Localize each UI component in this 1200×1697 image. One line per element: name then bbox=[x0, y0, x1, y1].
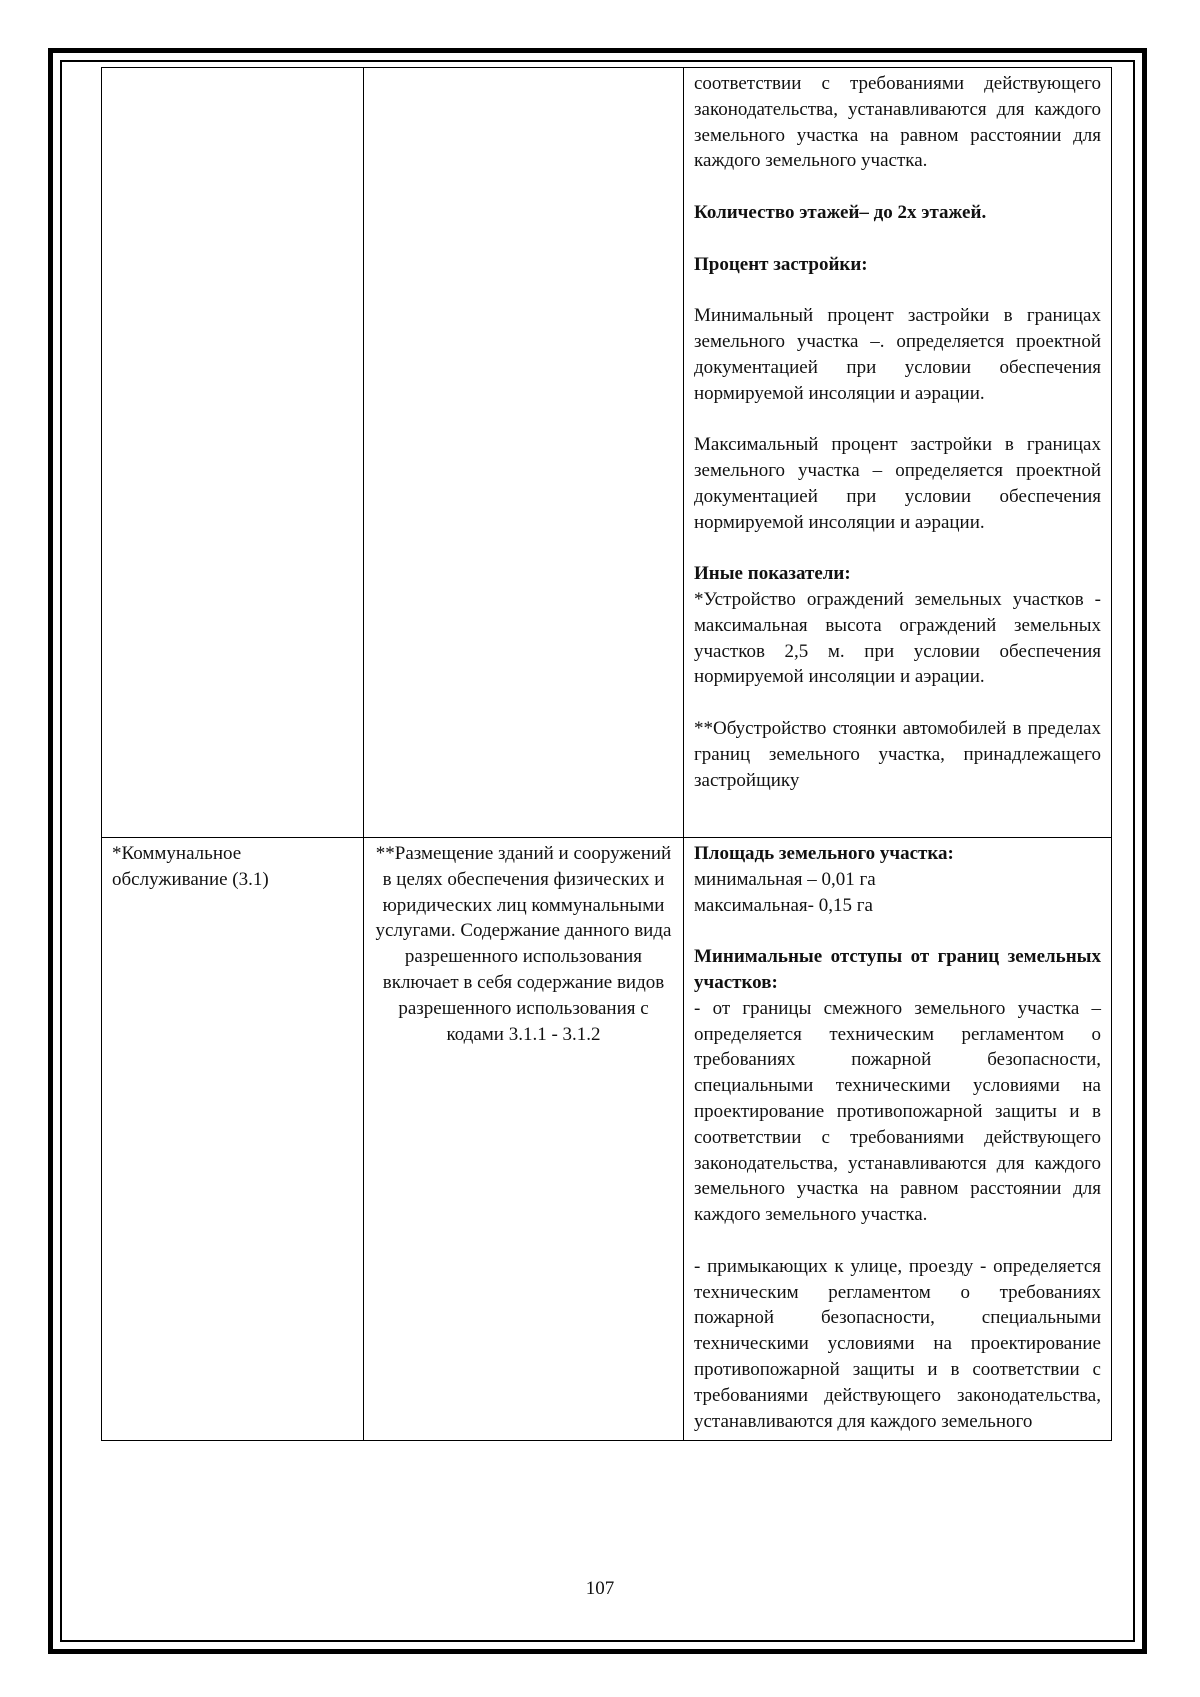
page-number: 107 bbox=[585, 1578, 615, 1599]
parameters-cell bbox=[684, 68, 1112, 838]
paragraph: - примыкающих к улице, проезду - определяется техническим регламентом о требованиях пожарной безопасности, специальными техническими условиями на проектирование противопожарной защиты и в соответствии с требованиями действующего законодательства, устанавливаются для каждого земельного bbox=[694, 1255, 1101, 1432]
table-row bbox=[102, 838, 1112, 1441]
paragraph: максимальная- 0,15 га bbox=[694, 894, 873, 916]
parameters-cell bbox=[684, 838, 1112, 1441]
paragraph: соответствии с требованиями действующего законодательства, устанавливаются для каждого земельного участка на равном расстоянии для каждого земельного участка. bbox=[694, 73, 1101, 172]
other-indicators-heading: Иные показатели: bbox=[694, 563, 851, 585]
description-cell: **Размещение зданий и сооружений в целях обеспечения физических и юридических лиц коммунальными услугами. Содержание данного вида разрешенного использования включает в себя содержание видов разрешенного использования с кодами 3.1.1 - 3.1.2 bbox=[364, 838, 684, 1441]
setbacks-heading: Минимальные отступы от границ земельных участков: bbox=[694, 946, 1101, 993]
floors-heading: Количество этажей– до 2х этажей. bbox=[694, 201, 987, 223]
paragraph: Максимальный процент застройки в границах земельного участка – определяется проектной документацией при условии обеспечения нормируемой инсоляции и аэрации. bbox=[694, 434, 1101, 533]
use-type-cell: *Коммунальное обслуживание (3.1) bbox=[102, 838, 364, 1441]
paragraph: **Обустройство стоянки автомобилей в пределах границ земельного участка, принадлежащего застройщику bbox=[694, 717, 1101, 791]
description-cell bbox=[364, 68, 684, 838]
paragraph: Минимальный процент застройки в границах земельного участка –. определяется проектной документацией при условии обеспечения нормируемой инсоляции и аэрации. bbox=[694, 305, 1101, 404]
area-heading: Площадь земельного участка: bbox=[694, 843, 954, 864]
table-row bbox=[102, 68, 1112, 838]
coverage-heading: Процент застройки: bbox=[694, 253, 868, 275]
paragraph: - от границы смежного земельного участка – определяется техническим регламентом о требованиях пожарной безопасности, специальными техническими условиями на проектирование противопожарной защиты и в соответствии с требованиями действующего законодательства, устанавливаются для каждого земельного участка на равном расстоянии для каждого земельного участка. bbox=[694, 997, 1101, 1226]
paragraph: *Устройство ограждений земельных участков - максимальная высота ограждений земельных участков 2,5 м. при условии обеспечения нормируемой инсоляции и аэрации. bbox=[694, 588, 1101, 688]
paragraph: минимальная – 0,01 га bbox=[694, 868, 876, 890]
use-type-cell bbox=[102, 68, 364, 838]
regulations-table bbox=[101, 67, 1112, 1441]
